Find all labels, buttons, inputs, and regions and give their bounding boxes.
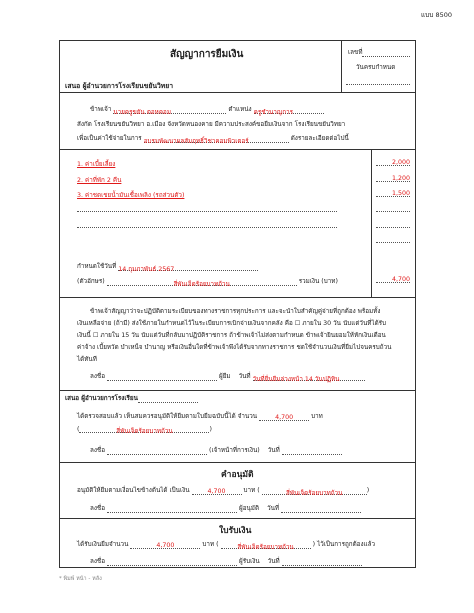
review-line-1: ได้ตรวจสอบแล้ว เห็นสมควรอนุมัติให้ยืมตามใบยืมฉบับนี้ได้ จำนวน 4,700 บาท	[77, 413, 323, 421]
borrower-signature-line: ลงชื่อ ผู้ยืม วันที่ วันที่ยื่นยืมล่วงหน้า 14 วันปฏิทิน	[90, 371, 365, 381]
approval-title: คำอนุมัติ	[221, 470, 254, 480]
receipt-amount[interactable]: 4,700	[130, 542, 200, 549]
approval-section	[60, 462, 415, 518]
receipt-title: ใบรับเงิน	[219, 526, 252, 536]
approver-date-field[interactable]	[281, 506, 361, 513]
approval-line-1: อนุมัติให้ยืมตามเงื่อนไขข้างต้นได้ เป็นเงิน 4,700 บาท ( สี่พันเจ็ดร้อยบาทถ้วน )	[77, 487, 370, 497]
item-blank-2-amount[interactable]	[376, 221, 410, 228]
item-blank-2[interactable]	[77, 221, 337, 228]
item-3-amount-field[interactable]: 1,500	[376, 190, 410, 197]
due-date-label: วันครบกำหนด	[356, 64, 396, 71]
propose-to: เสนอ ผู้อำนวยการโรงเรียนขยันวิทยา	[65, 82, 174, 90]
purpose-value[interactable]: อบรมพัฒนาผลสัมฤทธิ์วิชาคอมพิวเตอร์	[144, 136, 289, 143]
terms-line-1: ข้าพเจ้าสัญญาว่าจะปฏิบัติตามระเบียบของทางราชการทุกประการ และจะนำใบสำคัญคู่จ่ายที่ถูกต้อง พร้อมทั้ง	[90, 308, 381, 315]
review-section	[60, 390, 415, 462]
terms-section	[60, 297, 415, 390]
receiver-signature-field[interactable]	[107, 559, 237, 566]
borrower-signature-field[interactable]	[107, 374, 217, 381]
item-2-label[interactable]: 2. ค่าที่พัก 2 คืน	[77, 177, 122, 184]
review-words[interactable]: สี่พันเจ็ดร้อยบาทถ้วน	[79, 426, 209, 433]
due-line: กำหนดใช้วันที่ 14 กุมภาพันธ์ 2567	[77, 261, 258, 271]
item-blank-1[interactable]	[77, 205, 337, 212]
contract-no-label: เลขที่	[348, 49, 363, 56]
form-number: แบบ 8500	[420, 11, 452, 19]
loan-contract-form	[59, 40, 416, 568]
due-value[interactable]: 14 กุมภาพันธ์ 2567	[118, 264, 258, 271]
purpose-line: เพื่อเป็นค่าใช้จ่ายในการ อบรมพัฒนาผลสัมฤทธิ์วิชาคอมพิวเตอร์ ดังรายละเอียดต่อไปนี้	[77, 135, 349, 145]
receipt-words[interactable]: สี่พันเจ็ดร้อยบาทถ้วน	[221, 542, 311, 549]
item-1-amount-field[interactable]: 2,000	[376, 159, 410, 166]
borrower-position[interactable]: ครูชำนาญการ	[254, 107, 324, 114]
terms-line-2: เงินเหลือจ่าย (ถ้ามี) ส่งใช้ภายในกำหนดไว้ในระเบียบการเบิกจ่ายเงินจากคลัง คือ ☐ ภายใน 30 วัน นับแต่วันที่ได้รับ	[77, 320, 387, 327]
borrower-date-value[interactable]: วันที่ยื่นยืมล่วงหน้า 14 วันปฏิทิน	[253, 374, 365, 381]
amount-words-line: (ตัวอักษร) สี่พันเจ็ดร้อยบาทถ้วน รวมเงิน (บาท)	[77, 278, 338, 288]
contract-no-field[interactable]	[348, 47, 410, 57]
receiver-signature-line: ลงชื่อ ผู้รับเงิน วันที่	[90, 556, 362, 566]
receiver-date-field[interactable]	[282, 559, 362, 566]
receipt-line-1: ได้รับเงินยืมจำนวน 4,700 บาท ( สี่พันเจ็ดร้อยบาทถ้วน ) ไว้เป็นการถูกต้องแล้ว	[77, 541, 375, 551]
amount-column-divider	[371, 150, 372, 298]
borrower-name[interactable]: นายครูขยัน ตอหคอม	[113, 107, 226, 114]
terms-line-4: ค่าจ้าง เบี้ยหวัด บำเหน็จ บำนาญ หรือเงินอื่นใดที่ข้าพเจ้าพึงได้รับจากทางราชการ ชดใช้จำนวนเงินที่ยืมไปจนครบถ้วน	[77, 344, 392, 351]
review-words-line: ( สี่พันเจ็ดร้อยบาทถ้วน )	[77, 426, 212, 435]
due-date-field[interactable]	[346, 78, 410, 85]
print-note: * พิมพ์ หน้า - หลัง	[59, 576, 102, 582]
officer-date-field[interactable]	[282, 448, 342, 455]
form-title: สัญญาการยืมเงิน	[170, 49, 244, 60]
items-section	[60, 149, 415, 297]
officer-signature-line: ลงชื่อ (เจ้าหน้าที่การเงิน) วันที่	[90, 445, 342, 455]
review-amount[interactable]: 4,700	[259, 414, 309, 421]
receipt-section	[60, 518, 415, 569]
approver-signature-line: ลงชื่อ ผู้อนุมัติ วันที่	[90, 503, 361, 513]
item-2-amount-field[interactable]: 1,200	[376, 175, 410, 182]
total-amount-field[interactable]: 4,700	[376, 276, 410, 283]
officer-signature-field[interactable]	[107, 448, 207, 455]
approver-signature-field[interactable]	[107, 506, 237, 513]
affiliation-line: สังกัด โรงเรียนขยันวิทยา อ.เมือง จังหวัดหนองคาย มีความประสงค์ขอยืมเงินจาก โรงเรียนขยันวิทยา	[77, 121, 346, 128]
amount-words-value[interactable]: สี่พันเจ็ดร้อยบาทถ้วน	[107, 279, 297, 286]
item-3-label[interactable]: 3. ค่าชดเชยน้ำมันเชื้อเพลิง (รถส่วนตัว)	[77, 192, 185, 199]
item-blank-1-amount[interactable]	[376, 205, 410, 212]
terms-line-5: ได้ทันที	[77, 356, 97, 363]
review-propose: เสนอ ผู้อำนวยการโรงเรียน	[65, 393, 198, 403]
terms-line-3: เงินนี้ ☐ ภายใน 15 วัน นับแต่วันที่กลับมาปฏิบัติราชการ ถ้าข้าพเจ้าไม่ส่งตามกำหนด ข้าพเจ้ายินยอมให้หักเงินเดือน	[77, 332, 386, 339]
item-1-label[interactable]: 1. ค่าเบี้ยเลี้ยง	[77, 161, 116, 168]
borrower-line: ข้าพเจ้า นายครูขยัน ตอหคอม ตำแหน่ง ครูชำนาญการ	[90, 104, 324, 114]
header-divider	[341, 41, 342, 92]
approval-words[interactable]: สี่พันเจ็ดร้อยบาทถ้วน	[262, 488, 367, 495]
approval-amount[interactable]: 4,700	[192, 488, 242, 495]
item-blank-3-amount[interactable]	[376, 236, 410, 243]
